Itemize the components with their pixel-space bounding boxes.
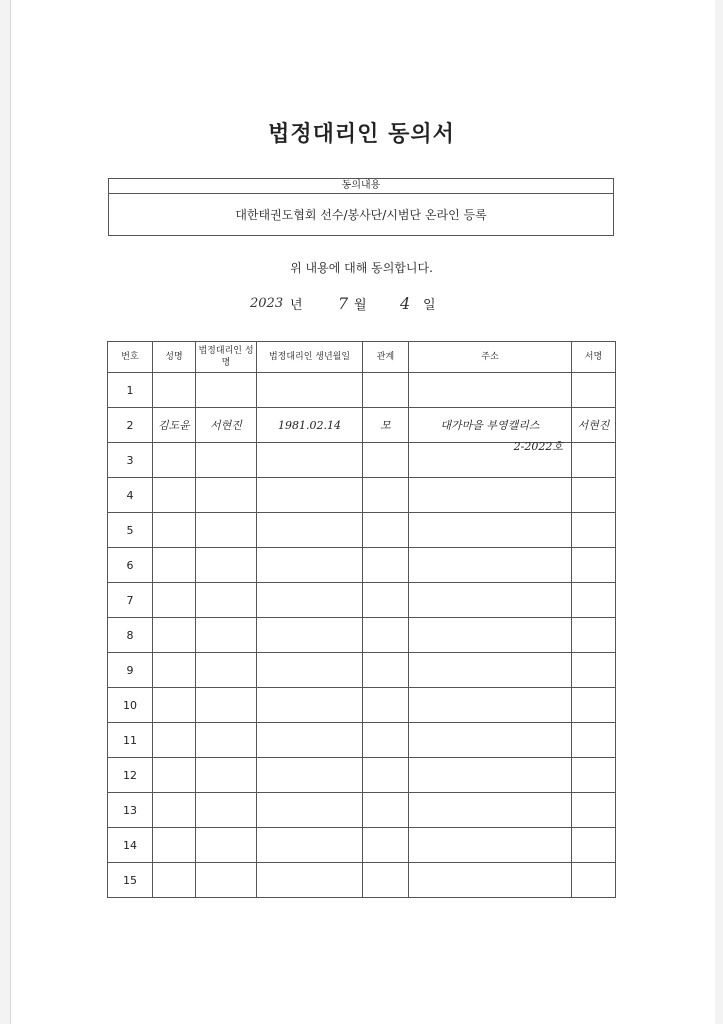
- header-guardian-birth: 법정대리인 생년월일: [257, 342, 363, 373]
- row-number-text: 1: [126, 383, 134, 397]
- row-guardian-birth: [257, 793, 363, 828]
- row-name: [153, 758, 196, 793]
- row-address: [409, 863, 572, 898]
- date-year-label: 년: [290, 298, 303, 313]
- row-address: [409, 513, 572, 548]
- row-relation: [363, 478, 409, 513]
- row-number-text: 12: [123, 768, 137, 782]
- header-guardian-name: 법정대리인 성명: [196, 342, 257, 373]
- row-name: [153, 548, 196, 583]
- table-row: [108, 758, 616, 793]
- row-address: [409, 793, 572, 828]
- row-guardian-name: [196, 583, 257, 618]
- agree-statement: 위 내용에 대해 동의합니다.: [290, 261, 433, 275]
- row-signature: [572, 513, 616, 548]
- consent-content: 대한태권도협회 선수/봉사단/시범단 온라인 등록: [235, 208, 487, 222]
- row-guardian-name: [196, 373, 257, 408]
- date-month: 7: [338, 294, 349, 313]
- row-relation: [363, 828, 409, 863]
- row-number-text: 8: [126, 628, 134, 642]
- row-relation: [363, 408, 409, 443]
- row-guardian-name: [196, 478, 257, 513]
- date-day-label: 일: [423, 298, 436, 313]
- row-guardian-birth: [257, 548, 363, 583]
- row-guardian-name: [196, 408, 257, 443]
- row-name: [153, 408, 196, 443]
- row-number: [108, 548, 153, 583]
- row-number: [108, 583, 153, 618]
- table-row: [108, 513, 616, 548]
- row-number: [108, 443, 153, 478]
- table-row: [108, 793, 616, 828]
- row-relation: [363, 793, 409, 828]
- row-address: [409, 758, 572, 793]
- row-signature: [572, 583, 616, 618]
- row-guardian-birth: [257, 688, 363, 723]
- header-no: 번호: [108, 342, 153, 373]
- row-number-text: 4: [126, 488, 134, 502]
- row-address: [409, 408, 572, 453]
- row-guardian-name: [196, 828, 257, 863]
- row-address-line2: 2-2022호: [513, 440, 563, 453]
- row-number: [108, 408, 153, 443]
- row-number-text: 6: [126, 558, 134, 572]
- row-guardian-birth: [257, 408, 363, 443]
- row-guardian-name: [196, 793, 257, 828]
- table-row: [108, 408, 616, 443]
- row-guardian-birth-text: 1981.02.14: [278, 418, 341, 432]
- row-relation: [363, 548, 409, 583]
- row-relation: [363, 373, 409, 408]
- row-number: [108, 618, 153, 653]
- row-guardian-birth: [257, 513, 363, 548]
- row-number-text: 13: [123, 803, 137, 817]
- row-relation: [363, 688, 409, 723]
- row-signature: [572, 478, 616, 513]
- row-relation: [363, 513, 409, 548]
- row-signature: [572, 863, 616, 898]
- row-number-text: 15: [123, 873, 137, 887]
- row-number-text: 11: [123, 733, 137, 747]
- row-number: [108, 828, 153, 863]
- row-guardian-name-text: 서현진: [210, 419, 242, 432]
- row-number: [108, 688, 153, 723]
- row-address: [409, 723, 572, 758]
- row-number: [108, 513, 153, 548]
- row-guardian-name: [196, 653, 257, 688]
- row-number: [108, 758, 153, 793]
- row-guardian-birth: [257, 758, 363, 793]
- row-relation: [363, 583, 409, 618]
- table-header-row: [108, 342, 616, 373]
- row-relation: [363, 863, 409, 898]
- row-guardian-birth: [257, 863, 363, 898]
- guardian-table: [107, 341, 616, 898]
- row-number-text: 2: [126, 418, 134, 432]
- row-relation: [363, 723, 409, 758]
- row-signature: [572, 828, 616, 863]
- row-guardian-name: [196, 758, 257, 793]
- row-number: [108, 478, 153, 513]
- row-name-text: 김도윤: [158, 419, 190, 432]
- date-row: [0, 292, 723, 316]
- row-guardian-birth: [257, 478, 363, 513]
- document-title: 법정대리인 동의서: [268, 122, 455, 147]
- row-name: [153, 513, 196, 548]
- row-name: [153, 443, 196, 478]
- row-guardian-name: [196, 548, 257, 583]
- consent-header: 동의내용: [109, 179, 613, 194]
- row-guardian-name: [196, 688, 257, 723]
- row-address: [409, 688, 572, 723]
- row-signature: [572, 373, 616, 408]
- row-signature: [572, 408, 616, 443]
- row-name: [153, 863, 196, 898]
- row-name: [153, 723, 196, 758]
- row-number: [108, 793, 153, 828]
- table-row: [108, 653, 616, 688]
- row-number: [108, 723, 153, 758]
- row-name: [153, 583, 196, 618]
- row-name: [153, 828, 196, 863]
- consent-box: [108, 178, 614, 236]
- row-number-text: 7: [126, 593, 134, 607]
- table-row: [108, 478, 616, 513]
- row-guardian-name: [196, 618, 257, 653]
- row-guardian-birth: [257, 653, 363, 688]
- row-signature: [572, 618, 616, 653]
- row-guardian-birth: [257, 618, 363, 653]
- row-address: [409, 618, 572, 653]
- row-number-text: 9: [126, 663, 134, 677]
- header-relation: 관계: [363, 342, 409, 373]
- row-relation: [363, 443, 409, 478]
- date-month-label: 월: [354, 298, 367, 313]
- row-guardian-name: [196, 443, 257, 478]
- row-guardian-name: [196, 513, 257, 548]
- table-row: [108, 723, 616, 758]
- row-name: [153, 653, 196, 688]
- header-name: 성명: [153, 342, 196, 373]
- row-name: [153, 793, 196, 828]
- table-row: [108, 373, 616, 408]
- row-relation-text: 모: [380, 419, 391, 432]
- row-number: [108, 653, 153, 688]
- row-signature: [572, 548, 616, 583]
- date-day: 4: [400, 294, 411, 313]
- row-address: [409, 373, 572, 408]
- header-signature: 서명: [572, 342, 616, 373]
- table-row: [108, 618, 616, 653]
- row-signature: [572, 653, 616, 688]
- row-guardian-birth: [257, 723, 363, 758]
- row-guardian-birth: [257, 828, 363, 863]
- row-number-text: 10: [123, 698, 137, 712]
- row-guardian-name: [196, 863, 257, 898]
- row-signature: [572, 793, 616, 828]
- table-row: [108, 583, 616, 618]
- row-relation: [363, 653, 409, 688]
- row-name: [153, 618, 196, 653]
- table-row: [108, 863, 616, 898]
- row-guardian-birth: [257, 373, 363, 408]
- row-guardian-birth: [257, 443, 363, 478]
- row-name: [153, 373, 196, 408]
- row-address: [409, 548, 572, 583]
- row-number: [108, 373, 153, 408]
- row-signature: [572, 688, 616, 723]
- row-address: [409, 443, 572, 478]
- row-number-text: 5: [126, 523, 134, 537]
- row-number: [108, 863, 153, 898]
- row-signature: [572, 723, 616, 758]
- table-row: [108, 443, 616, 478]
- row-number-text: 14: [123, 838, 137, 852]
- row-address: [409, 828, 572, 863]
- table-row: [108, 828, 616, 863]
- row-relation: [363, 758, 409, 793]
- table-row: [108, 548, 616, 583]
- row-relation: [363, 618, 409, 653]
- row-guardian-birth: [257, 583, 363, 618]
- row-signature-text: 서현진: [577, 419, 610, 432]
- row-address: [409, 653, 572, 688]
- row-address: [409, 478, 572, 513]
- table-row: [108, 688, 616, 723]
- row-name: [153, 688, 196, 723]
- header-address: 주소: [409, 342, 572, 373]
- row-number-text: 3: [126, 453, 134, 467]
- date-year: 2023: [250, 296, 284, 311]
- row-signature: [572, 758, 616, 793]
- row-name: [153, 478, 196, 513]
- row-signature: [572, 443, 616, 478]
- row-address-text: 대가마을 부영캘리스: [440, 419, 540, 432]
- row-address: [409, 583, 572, 618]
- row-guardian-name: [196, 723, 257, 758]
